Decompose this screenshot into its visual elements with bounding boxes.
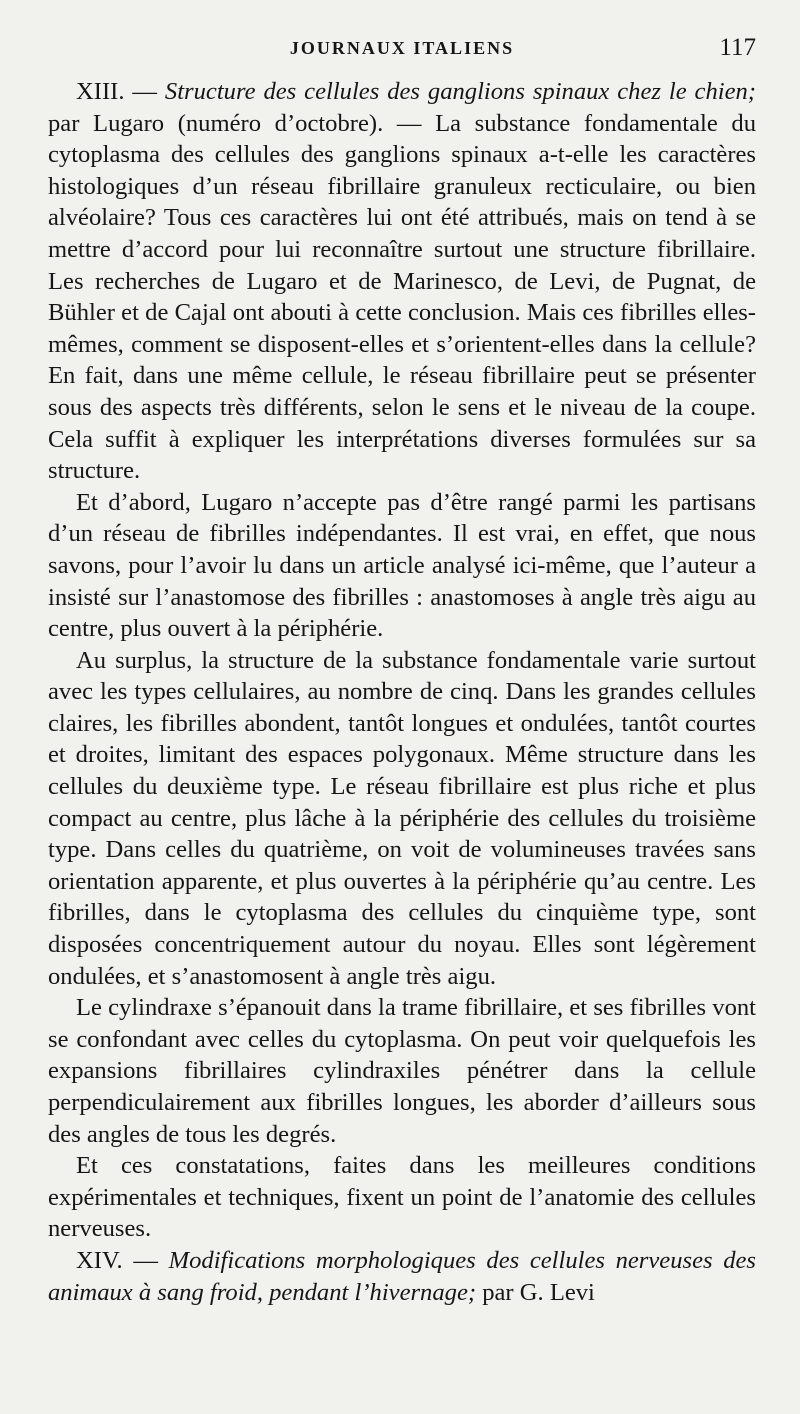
paragraph: Et d’abord, Lugaro n’accepte pas d’être rangé parmi les partisans d’un réseau de fibrilles indépendantes. Il est vrai, en effet, que nous savons, pour l’avoir lu dans un article analysé ici-même, que l’auteur a insisté sur l’anastomose des fibrilles : anastomoses à angle très aigu au centre, plus ouvert à la périphérie. <box>48 488 756 643</box>
page-number: 117 <box>719 34 756 61</box>
section-body: par G. Levi <box>476 1278 595 1306</box>
paragraph: Et ces constatations, faites dans les meilleures conditions expérimentales et techniques, fixent un point de l’anatomie des cellules nerveuses. <box>48 1152 756 1243</box>
running-title: JOURNAUX ITALIENS <box>289 38 515 58</box>
section-dash: — <box>124 78 165 105</box>
paragraph: Le cylindraxe s’épanouit dans la trame fibrillaire, et ses fibrilles vont se confondant avec celles du cytoplasma. On peut voir quelquefois les expansions fibrillaires cylindraxiles pénétrer dans la cellule perpendiculairement aux fibrilles longues, les aborder d’ailleurs sous des angles de tous les degrés. <box>48 994 756 1148</box>
section-xiv-paragraph <box>48 1245 756 1308</box>
section-number: XIV. <box>76 1246 123 1274</box>
running-head <box>48 34 756 70</box>
section-xiii-paragraph <box>48 76 756 487</box>
paragraph: Au surplus, la structure de la substance fondamentale varie surtout avec les types cellulaires, au nombre de cinq. Dans les grandes cellules claires, les fibrilles abondent, tantôt longues et ondulées, tantôt courtes et droites, limitant des espaces polygonaux. Même structure dans les cellules du deuxième type. Le réseau fibrillaire est plus riche et plus compact au centre, plus lâche à la périphérie des cellules du troisième type. Dans celles du quatrième, on voit de volumineuses travées sans orientation apparente, et plus ouvertes à la périphérie qu’au centre. Les fibrilles, dans le cytoplasma des cellules du cinquième type, sont disposées concentriquement autour du noyau. Elles sont légèrement ondulées, et s’anastomosent à angle très aigu. <box>48 646 756 990</box>
section-title: Structure des cellules des ganglions spinaux chez le chien; <box>164 78 756 105</box>
body-text <box>48 76 756 1308</box>
section-number: XIII. <box>76 78 125 105</box>
section-body: par Lugaro (numéro d’octobre). — La substance fondamentale du cytoplasma des cellules des ganglions spinaux a-t-elle les caractères histologiques d’un réseau fibrillaire granuleux recticulaire, ou bien alvéolaire? Tous ces caractères lui ont été attribués, mais on tend à se mettre d’accord pour lui reconnaître surtout une structure fibrillaire. Les recherches de Lugaro et de Marinesco, de Levi, de Pugnat, de Bühler et de Cajal ont abouti à cette conclusion. Mais ces fibrilles elles-mêmes, comment se disposent-elles et s’orientent-elles dans la cellule? En fait, dans une même cellule, le réseau fibrillaire peut se présenter sous des aspects très différents, selon le sens et le niveau de la coupe. Cela suffit à expliquer les interprétations diverses formulées sur sa structure. <box>48 109 756 485</box>
section-title: Modifications morphologiques des cellules nerveuses des animaux à sang froid, pendant l’hivernage; <box>48 1246 756 1306</box>
section-dash: — <box>122 1246 169 1274</box>
